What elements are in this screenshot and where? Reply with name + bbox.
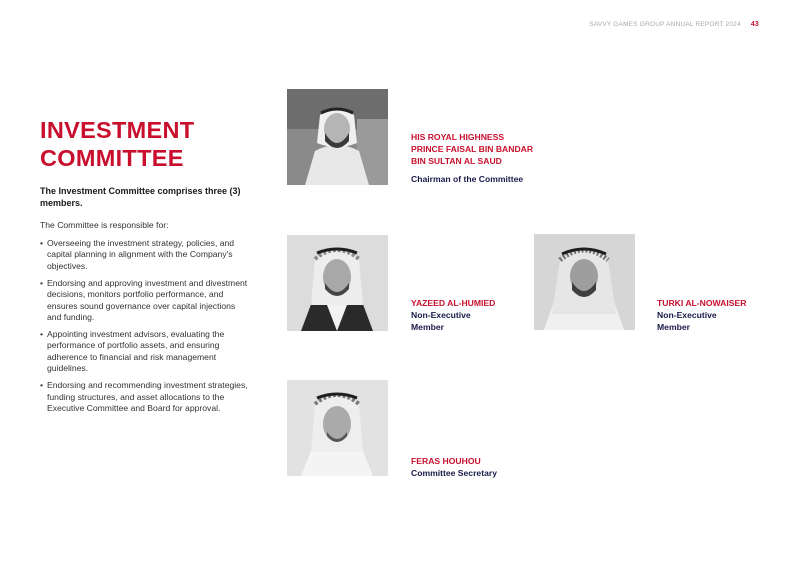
member-role: Committee Secretary xyxy=(411,468,497,478)
member-role: Non-Executive Member xyxy=(657,310,717,332)
page-number: 43 xyxy=(750,21,759,28)
member-role: Non-Executive Member xyxy=(411,310,471,332)
bullet-marker: • xyxy=(40,238,44,248)
member-portrait-feras xyxy=(287,380,388,476)
responsibility-text: Endorsing and approving investment and divestment decisions, monitors portfolio performance, and ensures sound governance over capital injections and funding. xyxy=(47,277,248,323)
committee-composition: The Investment Committee comprises three (3) members. xyxy=(40,186,241,208)
member-role: Chairman of the Committee xyxy=(411,174,524,184)
section-title-line-1: INVESTMENT xyxy=(40,117,195,143)
list-item xyxy=(40,380,250,414)
member-card-chairman xyxy=(411,131,533,185)
member-card-yazeed xyxy=(411,297,495,333)
member-name: HIS ROYAL HIGHNESS PRINCE FAISAL BIN BANDAR BIN SULTAN AL SAUD xyxy=(411,132,534,166)
responsibility-text: Endorsing and recommending investment strategies, funding structures, and asset allocations to the Executive Committee and Board for approval. xyxy=(47,380,248,414)
member-portrait-yazeed xyxy=(287,235,388,331)
bullet-marker: • xyxy=(40,329,44,340)
list-item xyxy=(40,278,250,324)
member-card-feras xyxy=(411,455,497,479)
member-name: TURKI AL-NOWAISER xyxy=(657,298,747,308)
responsibility-text: Appointing investment advisors, evaluating the performance of portfolio assets, and ensuring adherence to financial and risk management guidelines. xyxy=(47,329,225,374)
section-title-line-2: COMMITTEE xyxy=(40,145,184,171)
responsibility-text: Overseeing the investment strategy, policies, and capital planning in alignment with the Company's objectives. xyxy=(47,238,235,271)
member-name: YAZEED AL-HUMIED xyxy=(411,298,496,308)
list-item xyxy=(40,329,250,375)
responsibilities-intro: The Committee is responsible for: xyxy=(40,220,169,230)
section-title xyxy=(40,116,260,172)
page-header xyxy=(589,21,759,28)
member-card-turki xyxy=(657,297,746,333)
member-portrait-turki xyxy=(534,234,635,330)
bullet-marker: • xyxy=(40,277,44,288)
member-name: FERAS HOUHOU xyxy=(411,456,481,466)
member-portrait-chairman xyxy=(287,89,388,185)
responsibilities-list xyxy=(40,238,250,420)
report-title: SAVVY GAMES GROUP ANNUAL REPORT 2024 xyxy=(589,21,741,28)
bullet-marker: • xyxy=(40,380,44,391)
list-item xyxy=(40,238,250,272)
